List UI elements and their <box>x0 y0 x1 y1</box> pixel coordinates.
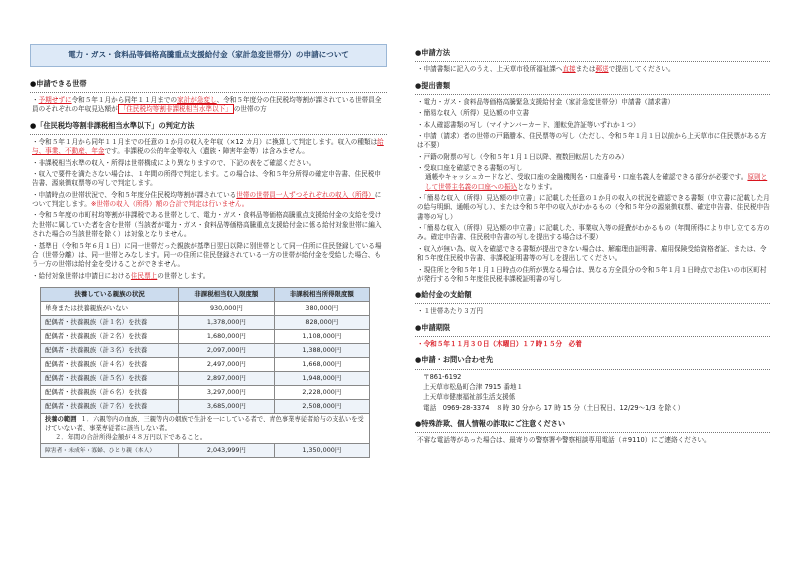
table-header: 扶養している親族の状況 <box>41 287 179 301</box>
table-cell: 2,497,000円 <box>179 357 274 371</box>
table-row <box>41 444 370 458</box>
table-row <box>41 329 370 343</box>
criteria-item: ・令和５年１月から同年１１月までの任意の１か月の収入を年収（×12 カ月）に換算して判定します。収入の種類は給与、事業、不動産、年金です。非課税の公的年金等収入（遺族・障害年金等）は含みません。 <box>32 137 384 156</box>
table-row <box>41 301 370 315</box>
document-item: ・「簡易な収入（所得）見込額の申立書」に記載した、事業収入等の経費がわかるもの（年間所得により申し立てる方のみ。確定申告書、住民税申告書の写しを提出する場合は不要） <box>417 224 770 242</box>
table-cell: 1,378,000円 <box>179 315 274 329</box>
table-cell: 配偶者・扶養親族（計５名）を扶養 <box>41 371 179 385</box>
contact-heading: ●申請・お問い合わせ先 <box>415 355 494 365</box>
table-header-row <box>41 287 370 301</box>
table-cell: 2,043,999円 <box>179 444 274 458</box>
table-cell: 配偶者・扶養親族（計３名）を扶養 <box>41 343 179 357</box>
table-cell: 2,508,000円 <box>274 399 369 413</box>
table-cell: 2,097,000円 <box>179 343 274 357</box>
table-cell: 単身または扶養親族がいない <box>41 301 179 315</box>
department: 上天草市健康福祉部生活支援係 <box>423 393 516 402</box>
table-header: 非課税相当収入限度額 <box>179 287 274 301</box>
table-cell: 2,228,000円 <box>274 385 369 399</box>
table-row <box>41 315 370 329</box>
table-row <box>41 385 370 399</box>
dependent-scope-note: 扶養の範囲 １．六親等内の血族、三親等内の姻族で生計を一にしている者で、青色事業専従者給与の支払いを受けていない者、事業専従者に該当しない者。 ２．年間の合計所得金額が４８万円以下であること。 <box>41 413 370 443</box>
amount-heading: ●給付金の支給額 <box>415 290 472 300</box>
divider <box>30 92 387 93</box>
phone: 電話 0969-28-3374 ８時 30 分から 17 時 15 分（土日祝日、12/29～1/3 を除く） <box>423 403 685 412</box>
criteria-item: ・給付対象世帯は申請日における住民票上の世帯とします。 <box>32 271 210 280</box>
document-item: ・電力・ガス・食料品等価格高騰緊急支援給付金（家計急変世帯分）申請書（請求書） <box>417 97 675 106</box>
table-cell: 3,297,000円 <box>179 385 274 399</box>
table-cell: 1,108,000円 <box>274 329 369 343</box>
divider <box>415 303 770 304</box>
table-cell: 1,388,000円 <box>274 343 369 357</box>
right-column <box>415 44 770 448</box>
apply-method-text: ・申請書類に記入のうえ、上天草市役所福祉課へ直接または郵送で提出してください。 <box>417 65 675 74</box>
section-bullet-icon: ● <box>415 290 422 300</box>
divider <box>415 61 770 62</box>
fraud-text: 不審な電話等があった場合は、最寄りの警察署や警察相談専用電話（＃9110）にご連絡ください。 <box>417 436 711 445</box>
document-item: ・「簡易な収入（所得）見込額の申立書」に記載した任意の１か月の収入の状況を確認できる書類（申立書に記載した月の給与明細、通帳の写し）、または令和５年中の収入がわかるもの（令和５年分の源泉徴収票、確定申告書、住民税申告書等の写し） <box>417 194 770 221</box>
table-note-row <box>41 413 370 443</box>
table-cell: 380,000円 <box>274 301 369 315</box>
table-row <box>41 343 370 357</box>
deadline-heading: ●申請期限 <box>415 322 451 332</box>
document-item: ・受取口座を確認できる書類の写し <box>417 163 523 172</box>
criteria-item: ・非課税相当水準の収入・所得は世帯構成により異なりますので、下記の表をご確認ください。 <box>32 158 316 167</box>
eligible-heading: ●申請できる世帯 <box>30 78 87 88</box>
table-cell: 1,668,000円 <box>274 357 369 371</box>
table-row <box>41 371 370 385</box>
criteria-heading: ●「住民税均等割非課税相当水準以下」の判定方法 <box>30 120 195 130</box>
account-note: 通帳やキャッシュカードなど、受取口座の金融機関名・口座番号・口座名義人を確認できる部分が必要です。原則として世帯主名義の口座への振込となります。 <box>425 173 768 191</box>
eligible-text: ・予期せずに令和５年１月から同年１１月までの家計が急変し、令和５年度分の住民税均等割が課されている世帯員全員のそれぞれの年収見込額が 「住民税均等割非課税相当水準以下」 の世帯の方 <box>32 96 382 114</box>
postal-code: 〒861-6192 <box>423 372 462 381</box>
divider <box>415 336 770 337</box>
table-cell: 配偶者・扶養親族（計２名）を扶養 <box>41 329 179 343</box>
fraud-heading: ●特殊詐欺、個人情報の詐取にご注意ください <box>415 419 566 429</box>
apply-method-heading: ●申請方法 <box>415 48 451 57</box>
divider <box>415 369 770 370</box>
section-bullet-icon: ● <box>30 78 37 88</box>
document-item: ・現住所と令和５年１月１日時点の住所が異なる場合は、異なる方全員分の令和５年１月１日時点でお住いの市区町村が発行する令和５年度住民税非課税証明書の写し <box>417 265 767 283</box>
page-title: 電力・ガス・食料品等価格高騰重点支援給付金（家計急変世帯分）の申請について <box>30 44 387 67</box>
documents-heading: ●提出書類 <box>415 80 451 90</box>
amount-text: ・１世帯あたり３万円 <box>417 307 483 316</box>
criteria-item: ・令和５年度の市町村均等割が非課税である世帯として、電力・ガス・食料品等価格高騰重点支援給付金の支給を受けた世帯に属していた者を含む世帯（当該者が電力・ガス・食料品等価格高騰重点支援給付金に係る給付対象世帯に編入された場合の当該世帯を除く）は対象となりません。 <box>32 211 382 239</box>
criteria-item: ・収入で要件を満たさない場合は、１年間の所得で判定します。この場合は、令和５年分所得の確定申告書、住民税申告書、源泉徴収票等の写しで判定します。 <box>32 170 381 188</box>
table-cell: 2,897,000円 <box>179 371 274 385</box>
section-bullet-icon: ● <box>415 419 422 429</box>
divider <box>30 134 387 135</box>
table-cell: 配偶者・扶養親族（計７名）を扶養 <box>41 399 179 413</box>
section-bullet-icon: ● <box>415 322 422 332</box>
divider <box>415 432 770 433</box>
section-bullet-icon: ● <box>415 48 422 57</box>
document-item: ・戸籍の附票の写し（令和５年１月１日以降、複数回転居した方のみ） <box>417 152 628 161</box>
address: 上天草市松島町合津 7915 番地１ <box>423 383 524 391</box>
table-cell: 障害者・未成年・寡婦、ひとり親（本人） <box>41 444 179 458</box>
criteria-item: ・基準日（令和５年６月１日）に同一世帯だった親族が基準日翌日以降に別世帯として同一住所に住民登録している場合（世帯分離）は、同一世帯とみなします。同一の住所に住民登録されている一方の世帯が給付金を受給した場合、もう一方の世帯は給付金を受けることができません。 <box>32 241 382 269</box>
document-item: ・簡易な収入（所得）見込額の申立書 <box>417 109 530 118</box>
deadline-text: ・令和５年１１月３０日（木曜日）１７時１５分 必着 <box>417 340 582 349</box>
table-cell: 3,685,000円 <box>179 399 274 413</box>
document-item: ・申請（請求）者の世帯の戸籍謄本、住民票等の写し（ただし、令和５年１月１日以前から上天草市に住民票がある方は不要） <box>417 131 767 150</box>
section-bullet-icon: ● <box>415 80 422 90</box>
table-cell: 1,350,000円 <box>274 444 369 458</box>
table-cell: 配偶者・扶養親族（計１名）を扶養 <box>41 315 179 329</box>
divider <box>415 94 770 95</box>
table-cell: 配偶者・扶養親族（計６名）を扶養 <box>41 385 179 399</box>
left-column <box>30 44 387 458</box>
section-bullet-icon: ● <box>415 355 422 365</box>
document-item: ・収入が無い為、収入を確認できる書類が提出できない場合は、解雇理由証明書、雇用保険受給資格者証、または、令和５年度住民税申告書、非課税証明書等の写しを提出してください。 <box>417 244 767 263</box>
table-header: 非課税相当所得限度額 <box>274 287 369 301</box>
table-cell: 1,680,000円 <box>179 329 274 343</box>
table-row <box>41 357 370 371</box>
table-cell: 1,948,000円 <box>274 371 369 385</box>
table-cell: 配偶者・扶養親族（計４名）を扶養 <box>41 357 179 371</box>
table-cell: 828,000円 <box>274 315 369 329</box>
table-cell: 930,000円 <box>179 301 274 315</box>
criteria-item: ・申請時点の世帯状況で、令和５年度分住民税均等割が課されている世帯の世帯員一人ずつそれぞれの収入（所得）について判定します。※世帯の収入（所得）額の合計で判定は行いません。 <box>32 190 382 209</box>
section-bullet-icon: ● <box>30 120 37 130</box>
income-limit-table <box>40 287 370 458</box>
table-row <box>41 399 370 413</box>
document-item: ・本人確認書類の写し（マイナンバーカード、運転免許証等いずれか１つ） <box>417 120 640 129</box>
